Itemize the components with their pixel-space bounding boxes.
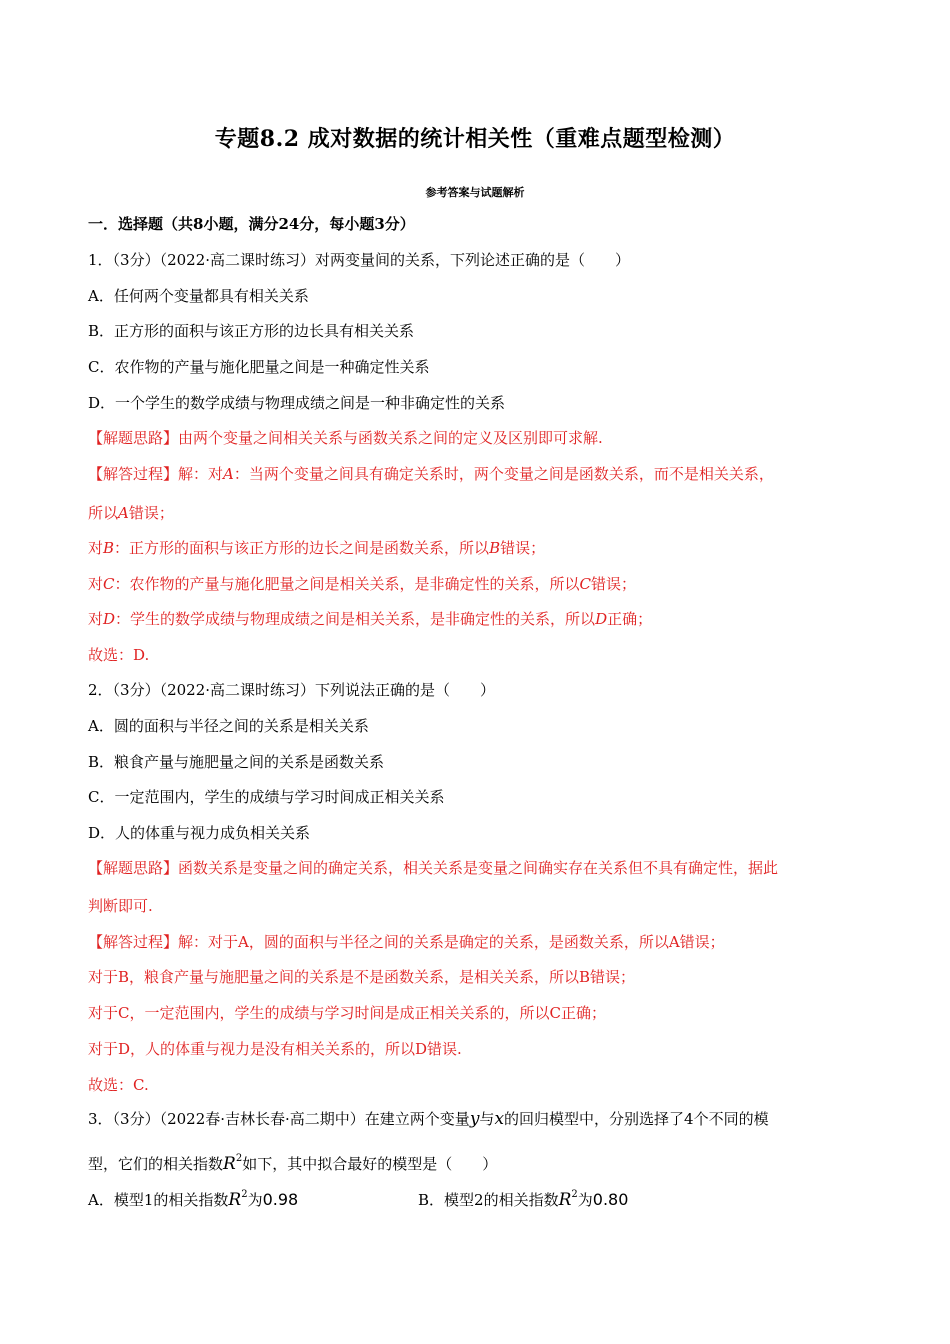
q1-proc3-mid: ：正方形的面积与该正方形的边长之间是函数关系，所以 bbox=[114, 539, 490, 557]
q3-a-var-r: R bbox=[228, 1190, 242, 1210]
page-title: 专题8.2 成对数据的统计相关性（重难点题型检测） bbox=[214, 126, 736, 152]
q3-stem-2 bbox=[88, 1148, 497, 1175]
q2-solution-process-4: 对于D，人的体重与视力是没有相关关系的，所以D错误. bbox=[88, 1040, 462, 1058]
q2-solution-idea-1: 【解题思路】函数关系是变量之间的确定关系，相关关系是变量之间确实存在关系但不具有确定性，据此 bbox=[88, 859, 779, 877]
q3-stem1-pre: 3．（3分）（2022春·吉林长春·高二期中）在建立两个变量 bbox=[88, 1110, 470, 1128]
q1-proc2-var: A bbox=[118, 504, 129, 522]
q2-solution-process-2: 对于B，粮食产量与施肥量之间的关系是不是函数关系，是相关关系，所以B错误； bbox=[88, 968, 636, 986]
q2-stem: 2．（3分）（2022·高二课时练习）下列说法正确的是（ ） bbox=[88, 681, 496, 699]
q2-option-a: A．圆的面积与半径之间的关系是相关关系 bbox=[88, 717, 369, 735]
q1-option-a: A．任何两个变量都具有相关关系 bbox=[88, 287, 309, 305]
q3-stem1-mid: 与 bbox=[479, 1110, 495, 1128]
q1-proc4-post: 错误； bbox=[591, 575, 637, 593]
q1-proc3-var2: B bbox=[489, 539, 501, 557]
q1-option-b: B．正方形的面积与该正方形的边长具有相关关系 bbox=[88, 322, 415, 340]
q3-stem2-pre: 型，它们的相关指数 bbox=[88, 1155, 224, 1173]
q1-solution-process-5 bbox=[88, 608, 652, 630]
q1-proc4-var2: C bbox=[579, 575, 591, 593]
q3-stem2-post: 如下，其中拟合最好的模型是（ ） bbox=[242, 1155, 498, 1173]
q1-solution-process-2 bbox=[88, 502, 174, 524]
q1-solution-process-3 bbox=[88, 537, 545, 559]
q3-a-value: 0.98 bbox=[262, 1190, 299, 1209]
q1-proc4-pre: 对 bbox=[88, 575, 104, 593]
q1-solution-idea: 【解题思路】由两个变量之间相关关系与函数关系之间的定义及区别即可求解. bbox=[88, 429, 603, 447]
q1-proc3-var: B bbox=[103, 539, 115, 557]
q2-answer: 故选：C. bbox=[88, 1076, 149, 1094]
q2-option-b: B．粮食产量与施肥量之间的关系是函数关系 bbox=[88, 753, 385, 771]
q2-solution-process-1: 【解答过程】解：对于A，圆的面积与半径之间的关系是确定的关系，是函数关系，所以A错误； bbox=[88, 933, 725, 951]
q2-solution-process-3: 对于C，一定范围内，学生的成绩与学习时间是成正相关关系的，所以C正确； bbox=[88, 1004, 606, 1022]
q3-a-mid: 为 bbox=[247, 1191, 263, 1209]
q1-solution-process-4 bbox=[88, 573, 636, 595]
q2-solution-idea-2: 判断即可. bbox=[88, 897, 153, 915]
q3-b-r-squared bbox=[559, 1190, 578, 1210]
q1-answer: 故选：D. bbox=[88, 646, 150, 664]
q1-proc1-post: ：当两个变量之间具有确定关系时，两个变量之间是函数关系，而不是相关关系， bbox=[233, 465, 774, 483]
q3-b-exponent: 2 bbox=[571, 1189, 578, 1200]
q3-b-var-r: R bbox=[558, 1190, 572, 1210]
q1-option-c: C．农作物的产量与施化肥量之间是一种确定性关系 bbox=[88, 358, 430, 376]
q3-stem-1 bbox=[88, 1108, 769, 1130]
q3-stem1-post: 的回归模型中，分别选择了4个不同的模 bbox=[504, 1110, 769, 1128]
q1-proc2-pre: 所以 bbox=[88, 504, 119, 522]
q1-proc5-post: 正确； bbox=[607, 610, 653, 628]
q3-var-x: x bbox=[494, 1109, 505, 1129]
q1-proc5-var: D bbox=[103, 610, 116, 628]
section-heading: 一．选择题（共8小题，满分24分，每小题3分） bbox=[88, 215, 415, 233]
q3-option-b bbox=[418, 1184, 628, 1211]
q1-proc5-var2: D bbox=[595, 610, 608, 628]
q1-proc2-post: 错误； bbox=[128, 504, 174, 522]
q3-a-pre: A．模型1的相关指数 bbox=[88, 1191, 229, 1209]
q1-proc3-pre: 对 bbox=[88, 539, 104, 557]
q3-a-r-squared bbox=[228, 1190, 247, 1210]
q1-proc1-var: A bbox=[223, 465, 234, 483]
q1-proc4-mid: ：农作物的产量与施化肥量之间是相关关系，是非确定性的关系，所以 bbox=[114, 575, 580, 593]
q1-proc4-var: C bbox=[103, 575, 115, 593]
q2-option-c: C．一定范围内，学生的成绩与学习时间成正相关关系 bbox=[88, 788, 445, 806]
q1-stem: 1．（3分）（2022·高二课时练习）对两变量间的关系，下列论述正确的是（ ） bbox=[88, 251, 631, 269]
q3-b-pre: B．模型2的相关指数 bbox=[418, 1191, 559, 1209]
q3-var-r: R bbox=[223, 1154, 236, 1174]
page-subtitle: 参考答案与试题解析 bbox=[425, 186, 525, 199]
q3-b-mid: 为 bbox=[577, 1191, 593, 1209]
q1-proc5-mid: ：学生的数学成绩与物理成绩之间是相关关系，是非确定性的关系，所以 bbox=[115, 610, 596, 628]
q1-option-d: D．一个学生的数学成绩与物理成绩之间是一种非确定性的关系 bbox=[88, 394, 506, 412]
q3-var-y: y bbox=[469, 1109, 480, 1129]
q3-b-value: 0.80 bbox=[592, 1190, 629, 1209]
q1-solution-process-1 bbox=[88, 463, 774, 485]
q1-proc3-post: 错误； bbox=[500, 539, 546, 557]
q3-option-a bbox=[88, 1184, 298, 1211]
q1-proc1-pre: 【解答过程】解：对 bbox=[88, 465, 224, 483]
q2-option-d: D．人的体重与视力成负相关关系 bbox=[88, 824, 311, 842]
q3-a-exponent: 2 bbox=[241, 1189, 248, 1200]
q3-exponent: 2 bbox=[235, 1153, 243, 1164]
q1-proc5-pre: 对 bbox=[88, 610, 104, 628]
q3-r-squared bbox=[223, 1154, 242, 1174]
